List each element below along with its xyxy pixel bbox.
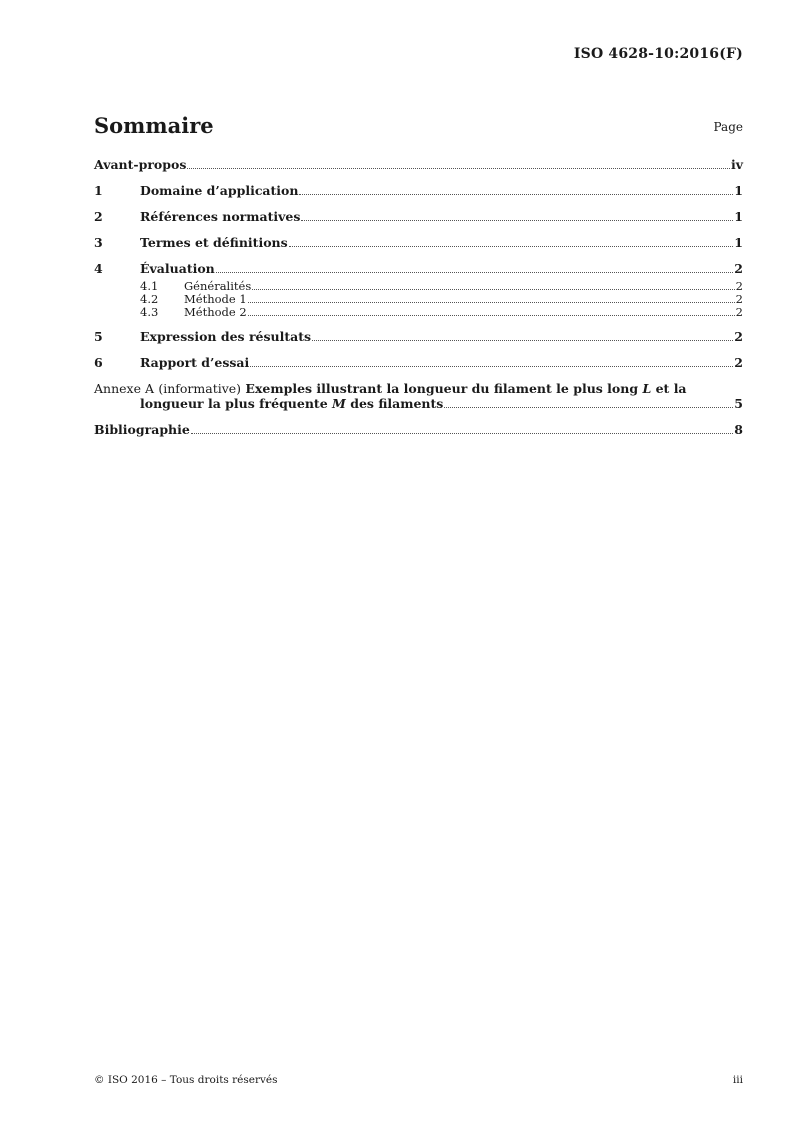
toc-entry-foreword[interactable] [94,157,743,172]
toc-subentry-method-2[interactable] [94,306,743,318]
annex-qualifier: (informative) [158,381,242,396]
toc-entry-scope[interactable] [94,183,743,198]
footer-page-number: iii [732,1074,743,1086]
toc-entry-page: 2 [735,305,743,319]
dot-leader [301,220,733,221]
toc-entry-number: 4 [94,261,103,276]
toc-entry-label: Méthode 1 [184,292,247,306]
toc-entry-page: 2 [734,261,743,276]
toc-entry-number: 1 [94,183,103,198]
annex-title-line2 [140,396,443,411]
table-of-contents [94,157,743,437]
toc-entry-page: 1 [734,209,743,224]
toc-entry-number: 3 [94,235,103,250]
toc-entry-label: Termes et définitions [140,235,288,250]
dot-leader [252,289,734,290]
toc-entry-results[interactable] [94,329,743,344]
toc-entry-page: 2 [734,355,743,370]
toc-entry-bibliography[interactable] [94,422,743,437]
annex-title-line1: Exemples illustrant la longueur du filament le plus long [245,381,639,396]
toc-entry-label: Évaluation [140,261,215,276]
toc-entry-label: Méthode 2 [184,305,247,319]
toc-entry-label: Rapport d’essai [140,355,250,370]
toc-entry-page: 1 [734,235,743,250]
toc-subentry-method-1[interactable] [94,293,743,305]
toc-entry-label: Domaine d’application [140,183,299,198]
toc-entry-label: Avant-propos [94,157,187,172]
toc-entry-test-report[interactable] [94,355,743,370]
annex-variable-m: M [332,396,346,411]
dot-leader [187,168,730,169]
toc-entry-number: 4.3 [140,305,159,319]
toc-entry-page: iv [730,157,743,172]
toc-entry-label: Bibliographie [94,422,190,437]
annex-title-line2-start: longueur la plus fréquente [140,396,328,411]
toc-entry-label: Références normatives [140,209,301,224]
toc-entry-page: 5 [734,396,743,411]
dot-leader [191,433,733,434]
annex-variable-l: L [642,381,652,396]
toc-entry-page: 2 [735,279,743,293]
toc-entry-page: 8 [734,422,743,437]
toc-entry-number: 2 [94,209,103,224]
toc-entry-number: 4.2 [140,292,159,306]
dot-leader [250,366,733,367]
dot-leader [216,272,734,273]
toc-entry-page: 1 [734,183,743,198]
toc-entry-page: 2 [735,292,743,306]
toc-entry-number: 6 [94,355,103,370]
toc-entry-label: Généralités [184,279,252,293]
dot-leader [299,194,733,195]
annex-title-line1-end: et la [655,381,687,396]
toc-subentry-general[interactable] [94,280,743,292]
dot-leader [289,246,734,247]
toc-entry-annex-a[interactable] [94,381,743,396]
dot-leader [444,407,733,408]
dot-leader [248,315,735,316]
toc-entry-number: 5 [94,329,103,344]
toc-title: Sommaire [94,113,214,138]
annex-title-line2-end: des filaments [350,396,444,411]
annex-prefix: Annexe A [94,381,154,396]
footer-copyright: © ISO 2016 – Tous droits réservés [94,1074,278,1086]
page-column-label: Page [713,120,743,134]
toc-entry-evaluation[interactable] [94,261,743,276]
toc-entry-label: Expression des résultats [140,329,312,344]
dot-leader [312,340,733,341]
toc-entry-page: 2 [734,329,743,344]
toc-entry-number: 4.1 [140,279,159,293]
dot-leader [248,302,735,303]
document-code: ISO 4628-10:2016(F) [573,46,743,62]
toc-entry-normative-references[interactable] [94,209,743,224]
toc-entry-annex-a-continued[interactable] [140,396,743,411]
toc-entry-terms[interactable] [94,235,743,250]
